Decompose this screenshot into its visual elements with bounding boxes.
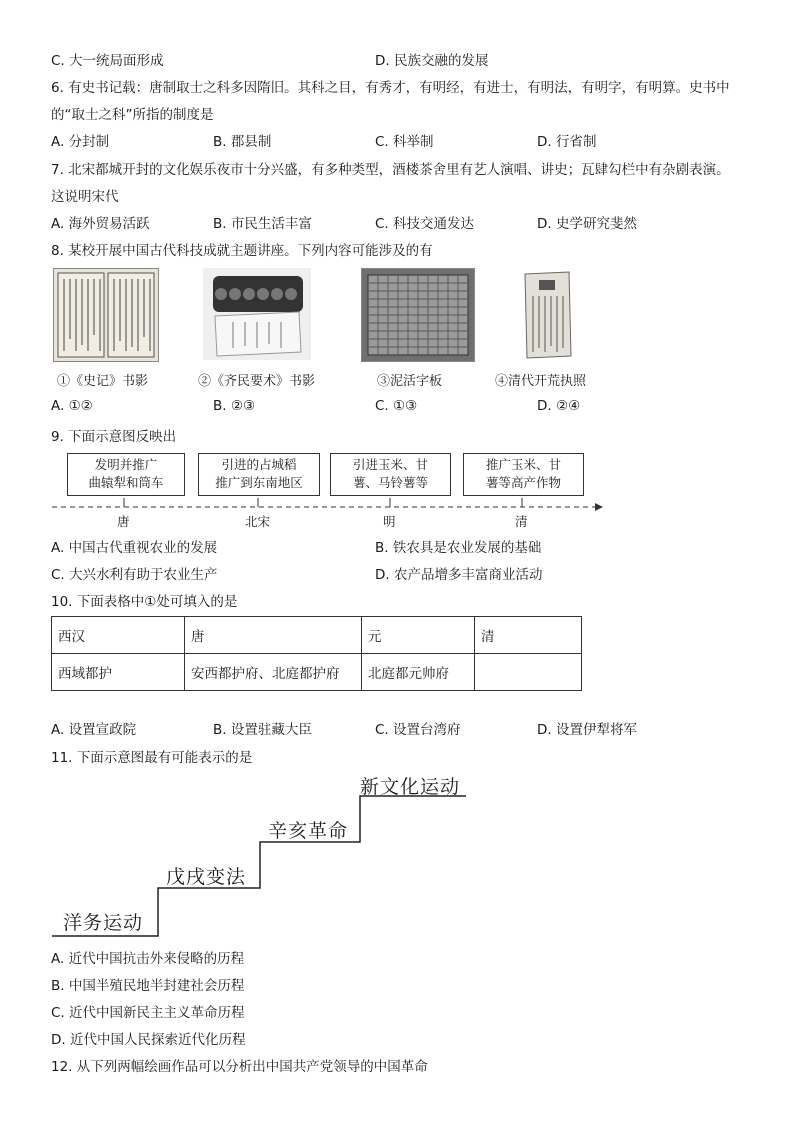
question-11-option-c: C. 近代中国新民主主义革命历程 [51,1005,245,1021]
step-label-2: 戊戌变法 [166,866,247,888]
question-10-table [51,616,582,691]
question-9-option-b: B. 铁农具是农业发展的基础 [375,540,542,556]
question-10-stem: 10. 下面表格中①处可填入的是 [51,594,238,610]
table-cell: 安西都护府、北庭都护府 [185,654,362,691]
question-9-stem: 9. 下面示意图反映出 [51,429,177,445]
question-12-stem: 12. 从下列两幅绘画作品可以分析出中国共产党领导的中国革命 [51,1059,428,1075]
table-cell [475,654,582,691]
timeline-box-tang: 发明并推广 曲辕犁和筒车 [67,453,185,496]
table-row [52,654,582,691]
table-cell: 元 [362,617,475,654]
timeline-box-qing: 推广玉米、甘 薯等高产作物 [463,453,584,496]
era-label-tang: 唐 [117,514,130,529]
question-7-option-a: A. 海外贸易活跃 [51,216,150,232]
timeline-box-ming: 引进玉米、甘 薯、马铃薯等 [330,453,451,496]
era-label-northern-song: 北宋 [245,514,271,529]
step-label-4: 新文化运动 [360,776,461,798]
question-8-option-b: B. ②③ [213,398,256,414]
question-7-option-c: C. 科技交通发达 [375,216,475,232]
table-cell: 清 [475,617,582,654]
question-9-option-c: C. 大兴水利有助于农业生产 [51,567,218,583]
question-11-option-b: B. 中国半殖民地半封建社会历程 [51,978,245,994]
question-11-option-a: A. 近代中国抗击外来侵略的历程 [51,951,245,967]
question-6-option-b: B. 郡县制 [213,134,272,150]
clay-type-plate-image [361,268,475,362]
era-label-qing: 清 [515,514,528,529]
table-cell: 西域都护 [52,654,185,691]
question-7-option-d: D. 史学研究斐然 [537,216,637,232]
question-8-option-d: D. ②④ [537,398,581,414]
table-row [52,617,582,654]
step-label-3: 辛亥革命 [268,820,349,842]
table-cell: 北庭都元帅府 [362,654,475,691]
question-10-option-b: B. 设置驻藏大臣 [213,722,312,738]
era-label-ming: 明 [383,514,396,529]
table-cell: 西汉 [52,617,185,654]
timeline-box-northern-song: 引进的占城稻 推广到东南地区 [198,453,320,496]
question-6-option-c: C. 科举制 [375,134,434,150]
question-11-stem: 11. 下面示意图最有可能表示的是 [51,750,253,766]
reclamation-license-image [519,268,577,360]
step-label-1: 洋务运动 [63,912,144,934]
question-7-stem-line1: 7. 北宋都城开封的文化娱乐夜市十分兴盛，有多种类型，酒楼茶舍里有艺人演唱、讲史；瓦肆勾栏中有杂剧表演。 [51,162,730,178]
question-6-stem-line2: 的“取士之科”所指的制度是 [51,107,214,123]
shiji-book-image [53,268,159,362]
table-cell: 唐 [185,617,362,654]
question-7-stem-line2: 这说明宋代 [51,189,119,205]
question-6-option-a: A. 分封制 [51,134,110,150]
option-c: C. 大一统局面形成 [51,53,164,69]
qimin-yaoshu-image [203,268,311,360]
question-8-option-a: A. ①② [51,398,93,414]
question-6-option-d: D. 行省制 [537,134,597,150]
image-caption-3: ③泥活字板 [377,374,443,389]
image-caption-4: ④清代开荒执照 [495,374,587,389]
question-7-option-b: B. 市民生活丰富 [213,216,312,232]
question-8-option-c: C. ①③ [375,398,418,414]
question-9-option-a: A. 中国古代重视农业的发展 [51,540,218,556]
question-9-option-d: D. 农产品增多丰富商业活动 [375,567,543,583]
question-6-stem-line1: 6. 有史书记载：唐制取士之科多因隋旧。其科之目，有秀才，有明经，有进士，有明法，有明字，有明算。史书中 [51,80,730,96]
question-11-option-d: D. 近代中国人民探索近代化历程 [51,1032,246,1048]
image-caption-2: ②《齐民要术》书影 [198,374,316,389]
image-caption-1: ①《史记》书影 [57,374,149,389]
question-8-stem: 8. 某校开展中国古代科技成就主题讲座。下列内容可能涉及的有 [51,243,433,259]
option-d: D. 民族交融的发展 [375,53,489,69]
question-10-option-c: C. 设置台湾府 [375,722,461,738]
question-10-option-a: A. 设置宣政院 [51,722,137,738]
question-10-option-d: D. 设置伊犁将军 [537,722,637,738]
